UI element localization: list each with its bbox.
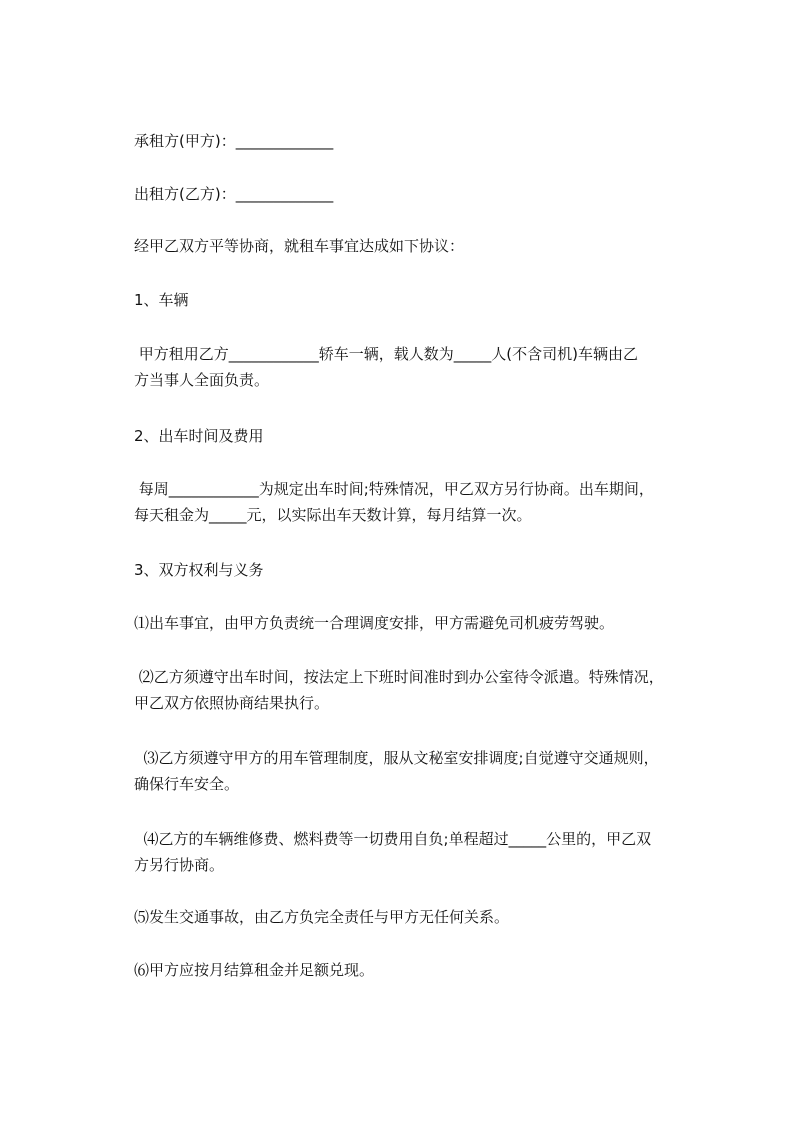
section-3-heading: 3、双方权利与义务 (134, 561, 264, 579)
section-1-text-line-1: 甲方租用乙方____________轿车一辆，载人数为_____人(不含司机)车辆由乙 (134, 345, 638, 363)
section-1-heading: 1、车辆 (134, 291, 189, 309)
section-2-text-line-2: 每天租金为_____元，以实际出车天数计算，每月结算一次。 (134, 506, 532, 524)
section-3-item-5: ⑸发生交通事故，由乙方负完全责任与甲方无任何关系。 (134, 908, 510, 926)
section-3-item-1: ⑴出车事宜，由甲方负责统一合理调度安排，甲方需避免司机疲劳驾驶。 (134, 614, 615, 632)
intro-paragraph: 经甲乙双方平等协商，就租车事宜达成如下协议： (134, 237, 465, 255)
section-2-heading: 2、出车时间及费用 (134, 427, 264, 445)
lessor-line: 出租方(乙方)：_____________ (134, 185, 334, 203)
section-3-item-4-line-2: 方另行协商。 (134, 856, 225, 874)
section-2-text-line-1: 每周____________为规定出车时间;特殊情况，甲乙双方另行协商。出车期间， (134, 480, 654, 498)
section-3-item-2-line-1: ⑵乙方须遵守出车时间，按法定上下班时间准时到办公室待令派遣。特殊情况， (134, 668, 664, 686)
section-3-item-6: ⑹甲方应按月结算租金并足额兑现。 (134, 961, 375, 979)
lessee-line: 承租方(甲方)：_____________ (134, 132, 334, 150)
section-1-text-line-2: 方当事人全面负责。 (134, 371, 270, 389)
section-3-item-4-line-1: ⑷乙方的车辆维修费、燃料费等一切费用自负;单程超过_____公里的，甲乙双 (134, 830, 652, 848)
section-3-item-2-line-2: 甲乙双方依照协商结果执行。 (134, 694, 330, 712)
section-3-item-3-line-2: 确保行车安全。 (134, 775, 240, 793)
section-3-item-3-line-1: ⑶乙方须遵守甲方的用车管理制度，服从文秘室安排调度;自觉遵守交通规则， (134, 749, 659, 767)
